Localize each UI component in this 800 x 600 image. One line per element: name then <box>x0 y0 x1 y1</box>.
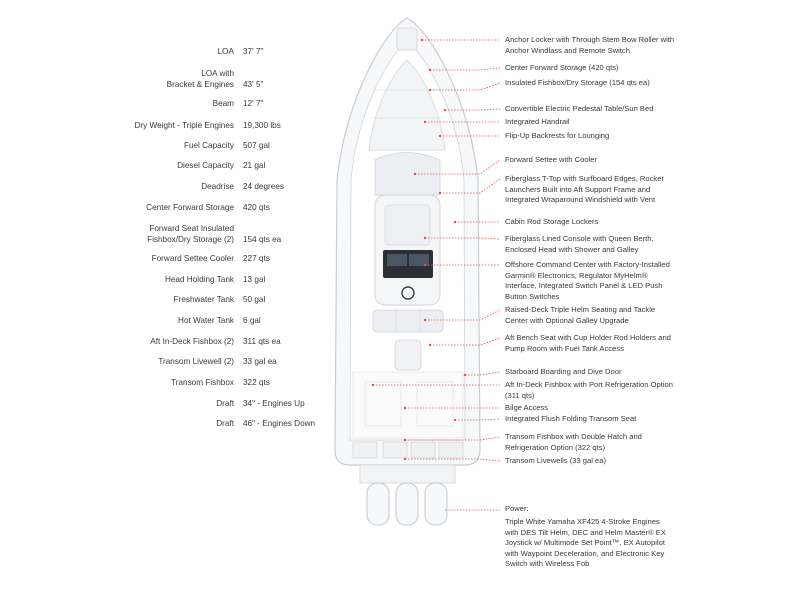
spec-label: Beam <box>212 99 234 108</box>
feature-callout: Cabin Rod Storage Lockers <box>505 217 599 226</box>
feature-callout: Fiberglass Lined Console with Queen Berth, Enclosed Head with Shower and Galley <box>505 234 654 254</box>
spec-value: 33 gal ea <box>243 357 277 366</box>
spec-value: 154 qts ea <box>243 235 282 244</box>
spec-value: 37' 7" <box>243 47 264 56</box>
feature-callout: Flip-Up Backrests for Lounging <box>505 131 610 140</box>
spec-label: Diesel Capacity <box>177 161 234 170</box>
feature-callout: Forward Settee with Cooler <box>505 155 598 164</box>
feature-callout: Aft In-Deck Fishbox with Port Refrigeration Option (311 qts) <box>505 380 673 400</box>
feature-callout: Fiberglass T-Top with Surfboard Edges, Rocket Launchers Built into Aft Support Frame and Integrated Wraparound Windshield with Vent <box>505 174 664 204</box>
spec-value: 46" - Engines Down <box>243 419 316 428</box>
feature-callout: Center Forward Storage (420 qts) <box>505 63 619 72</box>
feature-callout: Transom Livewells (33 gal ea) <box>505 456 607 465</box>
spec-label: Dry Weight - Triple Engines <box>134 121 234 130</box>
spec-value: 50 gal <box>243 295 266 304</box>
spec-value: 507 gal <box>243 141 270 150</box>
spec-label: Fuel Capacity <box>183 141 234 150</box>
feature-callout: Integrated Handrail <box>505 117 570 126</box>
spec-label: Transom Fishbox <box>171 378 234 387</box>
feature-callout: Starboard Boarding and Dive Door <box>505 367 622 376</box>
spec-label: Deadrise <box>201 182 234 191</box>
spec-value: 12' 7" <box>243 99 264 108</box>
spec-value: 311 qts ea <box>243 337 281 346</box>
feature-callout: Bilge Access <box>505 403 549 412</box>
spec-value: 227 qts <box>243 254 270 263</box>
spec-label: LOA <box>217 47 234 56</box>
feature-callout: Transom Fishbox with Double Hatch and Refrigeration Option (322 qts) <box>505 432 642 452</box>
spec-label: Forward Settee Cooler <box>151 254 234 263</box>
power-description: Triple White Yamaha XF425 4-Stroke Engines with DES Tilt Helm, DEC and Helm Master® EX Joystick w/ Multimode Set Point™, EX Autopilot with Waypoint Deceleration, and Electronic Key Switch with Wireless Fob <box>505 517 666 568</box>
spec-label: Hot Water Tank <box>178 316 234 325</box>
spec-label: Draft <box>216 399 234 408</box>
spec-value: 322 qts <box>243 378 270 387</box>
spec-value: 34" - Engines Up <box>243 399 305 408</box>
spec-label: Center Forward Storage <box>146 203 234 212</box>
spec-label: Head Holding Tank <box>164 275 234 284</box>
power-title: Power: <box>505 504 529 513</box>
spec-value: 21 gal <box>243 161 266 170</box>
feature-callout: Integrated Flush Folding Transom Seat <box>505 414 637 423</box>
spec-value: 420 qts <box>243 203 270 212</box>
feature-callout: Insulated Fishbox/Dry Storage (154 qts ea) <box>505 78 650 87</box>
spec-label: Transom Livewell (2) <box>158 357 234 366</box>
spec-value: 6 gal <box>243 316 261 325</box>
feature-callout: Aft Bench Seat with Cup Holder Rod Holders and Pump Room with Fuel Tank Access <box>505 333 671 353</box>
feature-callout: Anchor Locker with Through Stem Bow Roller with Anchor Windlass and Remote Switch <box>505 35 675 55</box>
spec-label: Aft In-Deck Fishbox (2) <box>150 337 234 346</box>
spec-label: Forward Seat Insulated Fishbox/Dry Storage (2) <box>147 224 234 244</box>
spec-value: 19,300 lbs <box>243 121 281 130</box>
feature-callout: Raised-Deck Triple Helm Seating and Tackle Center with Optional Galley Upgrade <box>505 305 656 325</box>
spec-value: 24 degrees <box>243 182 284 191</box>
feature-callout: Offshore Command Center with Factory-Installed Garmin® Electronics, Regulator MyHelm® Interface, Integrated Switch Panel & LED Push Button Switches <box>505 260 670 301</box>
spec-label: LOA with Bracket & Engines <box>166 69 234 89</box>
spec-value: 13 gal <box>243 275 266 284</box>
spec-label: Freshwater Tank <box>173 295 234 304</box>
feature-callout: Convertible Electric Pedestal Table/Sun Bed <box>505 104 654 113</box>
spec-value: 43' 5" <box>243 80 264 89</box>
spec-label: Draft <box>216 419 234 428</box>
